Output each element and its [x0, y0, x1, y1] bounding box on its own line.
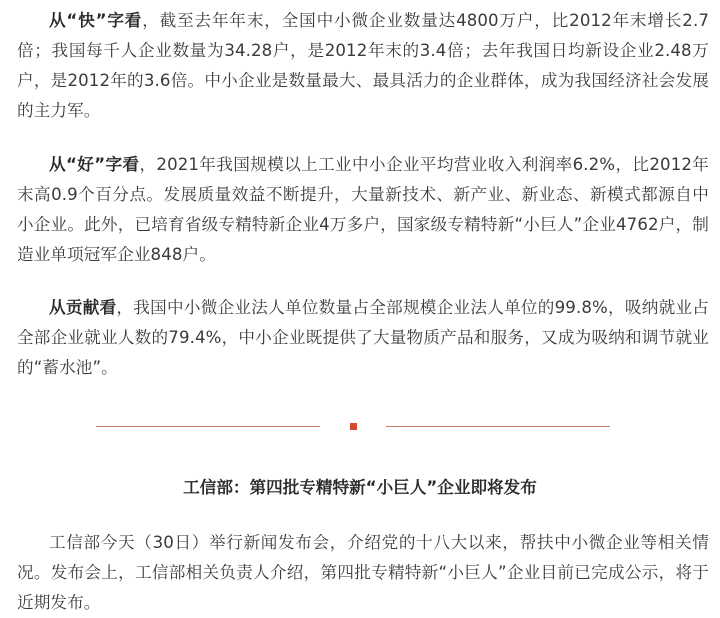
section-divider — [0, 417, 720, 437]
divider-square-ornament — [350, 423, 357, 430]
paragraph-text: ，我国中小微企业法人单位数量占全部规模企业法人单位的99.8%，吸纳就业占全部企业就业人数的79.4%，中小企业既提供了大量物质产品和服务，又成为吸纳和调节就业的“蓄水池”。 — [17, 298, 709, 377]
paragraph-quality — [17, 150, 709, 270]
section-title: 工信部：第四批专精特新“小巨人”企业即将发布 — [183, 478, 537, 497]
divider-line-left — [96, 426, 320, 427]
paragraph-text: ，2021年我国规模以上工业中小企业平均营业收入利润率6.2%，比2012年末高0.9个百分点。发展质量效益不断提升，大量新技术、新产业、新业态、新模式都源自中小企业。此外，已培育省级专精特新企业4万多户，国家级专精特新“小巨人”企业4762户，制造业单项冠军企业848户。 — [17, 155, 709, 264]
divider-line-right — [386, 426, 610, 427]
paragraph-contribution — [17, 293, 709, 383]
paragraph-lead: 从贡献看 — [49, 298, 117, 317]
paragraph-lead: 从“好”字看 — [49, 155, 140, 174]
paragraph-text: ，截至去年年末，全国中小微企业数量达4800万户，比2012年末增长2.7倍；我国每千人企业数量为34.28户，是2012年末的3.4倍；去年我国日均新设企业2.48万户，是2012年的3.6倍。中小企业是数量最大、最具活力的企业群体，成为我国经济社会发展的主力军。 — [17, 11, 709, 120]
paragraph-lead: 从“快”字看 — [49, 11, 143, 30]
paragraph-speed — [17, 6, 709, 126]
news-paragraph: 工信部今天（30日）举行新闻发布会，介绍党的十八大以来，帮扶中小微企业等相关情况。发布会上，工信部相关负责人介绍，第四批专精特新“小巨人”企业目前已完成公示，将于近期发布。 — [17, 533, 709, 612]
